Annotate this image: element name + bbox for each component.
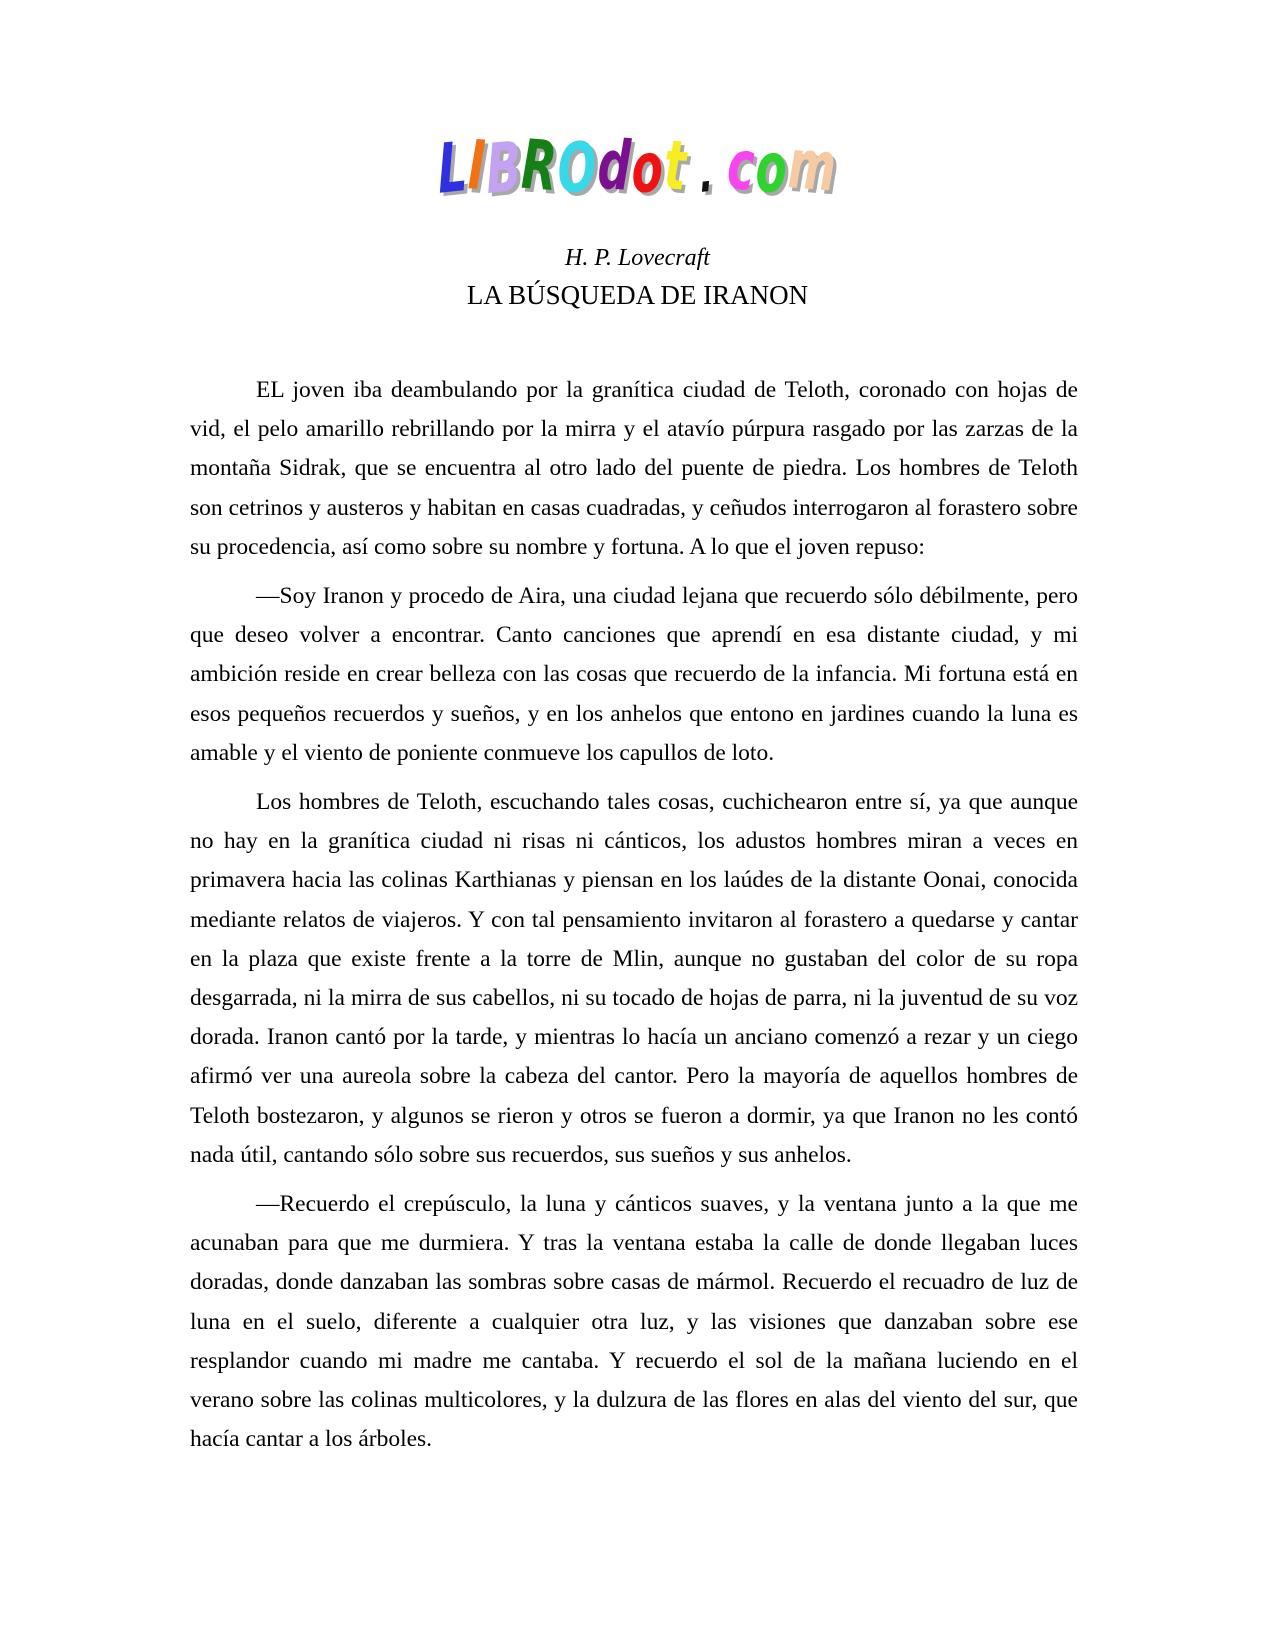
logo-letter: c xyxy=(726,125,758,208)
logo-letter: o xyxy=(753,127,790,211)
paragraph: —Recuerdo el crepúsculo, la luna y cánticos suaves, y la ventana junto a la que me acunaban para que me durmiera. Y tras la ventana estaba la calle de donde llegaban luces doradas, donde danzaban las sombras sobre casas de mármol. Recuerdo el recuadro de luz de luna en el suelo, diferente a cualquier otra luz, y las visiones que danzaban sobre ese resplandor cuando mi madre me cantaba. Y recuerdo el sol de la mañana luciendo en el verano sobre las colinas multicolores, y la dulzura de las flores en alas del viento del sur, que hacía cantar a los árboles. xyxy=(190,1191,1078,1453)
paragraph: Los hombres de Teloth, escuchando tales cosas, cuchichearon entre sí, ya que aunque no hay en la granítica ciudad ni risas ni cánticos, los adustos hombres miran a veces en primavera hacia las colinas Karthianas y piensan en los laúdes de la distante Oonai, conocida mediante relatos de viajeros. Y con tal pensamiento invitaron al forastero a quedarse y cantar en la plaza que existe frente a la torre de Mlin, aunque no gustaban del color de su ropa desgarrada, ni la mirra de sus cabellos, ni su tocado de hojas de parra, ni la juventud de su voz dorada. Iranon cantó por la tarde, y mientras lo hacía un anciano comenzó a rezar y un ciego afirmó ver una aureola sobre la cabeza del cantor. Pero la mayoría de aquellos hombres de Teloth bostezaron, y algunos se rieron y otros se fueron a dormir, ya que Iranon no les contó nada útil, cantando sólo sobre sus recuerdos, sus sueños y sus anhelos. xyxy=(190,789,1078,1168)
logo-letter: I xyxy=(466,126,488,207)
logo-letter: O xyxy=(556,127,600,211)
site-logo-text xyxy=(436,124,839,211)
logo-letter: B xyxy=(484,127,524,211)
logo-dot: . xyxy=(698,141,717,206)
paragraph: EL joven iba deambulando por la granítica ciudad de Teloth, coronado con hojas de vid, el pelo amarillo rebrillando por la mirra y el atavío púrpura rasgado por las zarzas de la montaña Sidrak, que se encuentra al otro lado del puente de piedra. Los hombres de Teloth son cetrinos y austeros y habitan en casas cuadradas, y ceñudos interrogaron al forastero sobre su procedencia, así como sobre su nombre y fortuna. A lo que el joven repuso: xyxy=(190,377,1078,560)
story-title: LA BÚSQUEDA DE IRANON xyxy=(466,280,809,310)
logo-letter: t xyxy=(662,125,689,207)
story-body xyxy=(190,371,1078,1469)
author-line: H. P. Lovecraft xyxy=(565,245,710,271)
logo-letter: d xyxy=(596,125,634,208)
logo-letter: L xyxy=(436,127,471,210)
logo-letter: m xyxy=(786,124,839,208)
logo-letter: o xyxy=(629,127,666,211)
logo-letter: R xyxy=(520,125,560,208)
paragraph: —Soy Iranon y procedo de Aira, una ciudad lejana que recuerdo sólo débilmente, pero que deseo volver a encontrar. Canto canciones que aprendí en esa distante ciudad, y mi ambición reside en crear belleza con las cosas que recuerdo de la infancia. Mi fortuna está en esos pequeños recuerdos y sueños, y en los anhelos que entono en jardines cuando la luna es amable y el viento de poniente conmueve los capullos de loto. xyxy=(190,583,1078,766)
site-logo xyxy=(0,124,1275,211)
